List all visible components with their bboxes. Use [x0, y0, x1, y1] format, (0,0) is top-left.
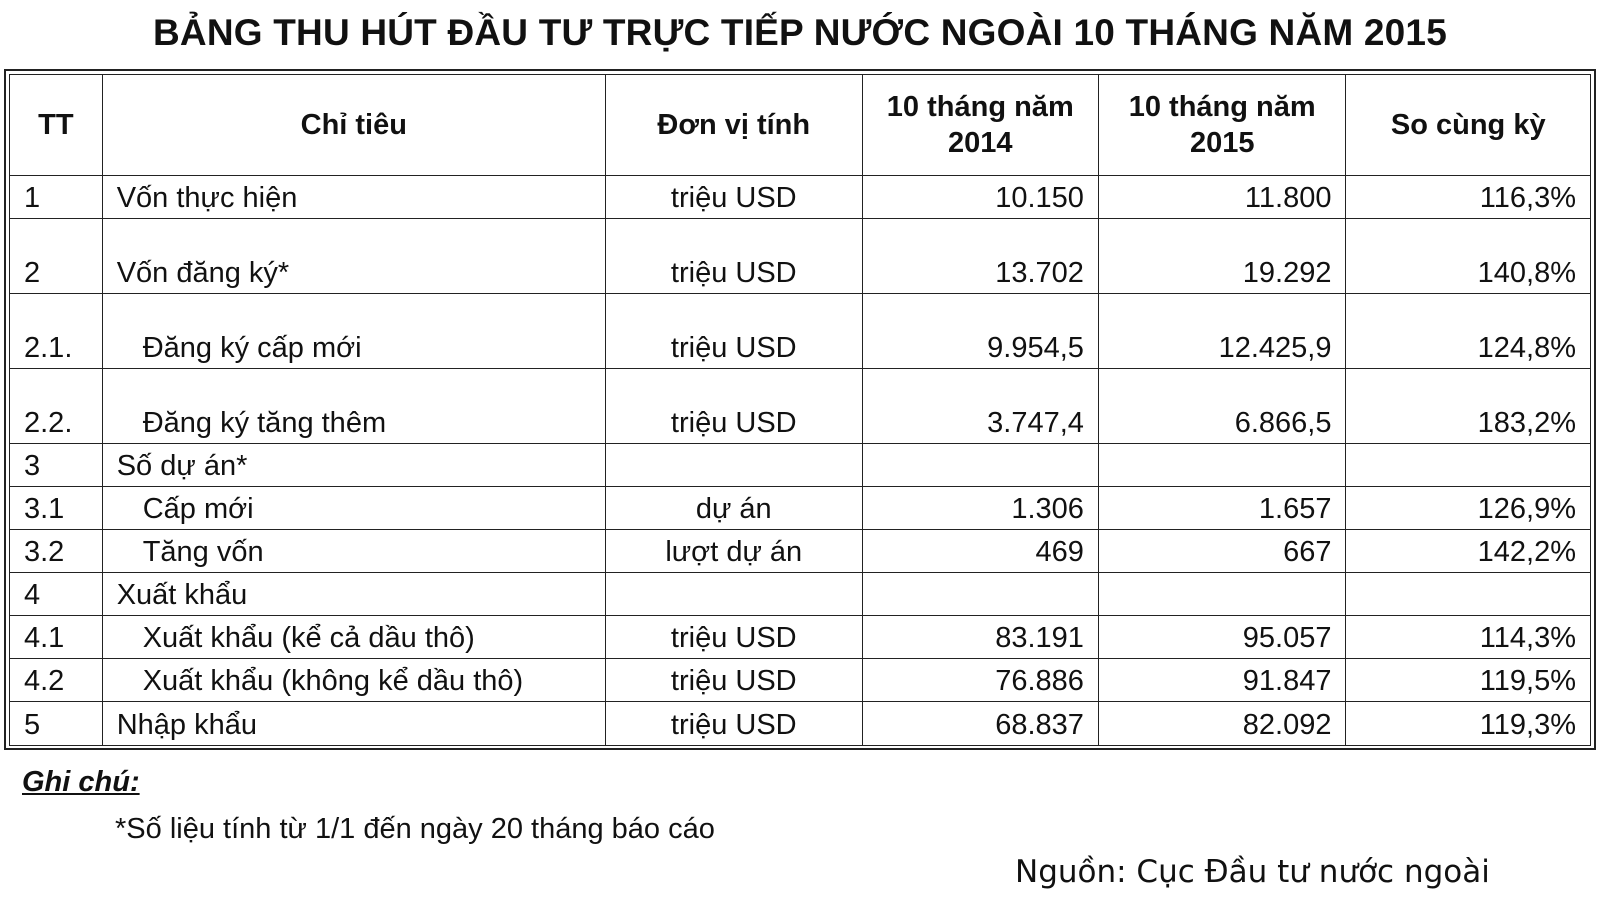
row-value-2015: [1098, 573, 1346, 616]
row-value-2014: 469: [862, 530, 1098, 573]
row-unit: triệu USD: [605, 616, 862, 659]
table-row: [10, 659, 1591, 702]
row-indicator: Vốn đăng ký*: [102, 219, 605, 294]
table-row: [10, 369, 1591, 444]
row-indicator: Vốn thực hiện: [102, 176, 605, 219]
fdi-table-frame: [4, 69, 1596, 750]
row-indicator: Xuất khẩu (không kể dầu thô): [102, 659, 605, 702]
table-row: [10, 219, 1591, 294]
row-value-2014: 9.954,5: [862, 294, 1098, 369]
row-indicator: Nhập khẩu: [102, 702, 605, 746]
row-value-2015: 11.800: [1098, 176, 1346, 219]
row-indicator: Đăng ký tăng thêm: [102, 369, 605, 444]
row-unit: [605, 573, 862, 616]
header-tt: TT: [10, 75, 103, 176]
row-indicator: Đăng ký cấp mới: [102, 294, 605, 369]
row-value-2015: 667: [1098, 530, 1346, 573]
row-value-2015: 1.657: [1098, 487, 1346, 530]
row-compare: 126,9%: [1346, 487, 1591, 530]
row-tt: 3.2: [10, 530, 103, 573]
notes-text: *Số liệu tính từ 1/1 đến ngày 20 tháng báo cáo: [115, 813, 715, 845]
row-value-2014: 3.747,4: [862, 369, 1098, 444]
row-compare: 116,3%: [1346, 176, 1591, 219]
row-value-2015: 19.292: [1098, 219, 1346, 294]
header-compare: So cùng kỳ: [1346, 75, 1591, 176]
row-tt: 3: [10, 444, 103, 487]
header-unit: Đơn vị tính: [605, 75, 862, 176]
row-tt: 5: [10, 702, 103, 746]
row-tt: 4.2: [10, 659, 103, 702]
row-value-2014: 1.306: [862, 487, 1098, 530]
fdi-table: [9, 74, 1591, 746]
row-tt: 2.1.: [10, 294, 103, 369]
row-value-2015: [1098, 444, 1346, 487]
row-value-2014: 10.150: [862, 176, 1098, 219]
row-value-2014: [862, 573, 1098, 616]
header-indicator: Chỉ tiêu: [102, 75, 605, 176]
row-compare: 114,3%: [1346, 616, 1591, 659]
row-compare: [1346, 444, 1591, 487]
row-compare: 119,3%: [1346, 702, 1591, 746]
row-unit: dự án: [605, 487, 862, 530]
notes-label: Ghi chú:: [22, 766, 140, 798]
table-row: [10, 176, 1591, 219]
row-tt: 4.1: [10, 616, 103, 659]
table-row: [10, 444, 1591, 487]
row-value-2014: 76.886: [862, 659, 1098, 702]
row-value-2015: 12.425,9: [1098, 294, 1346, 369]
row-tt: 1: [10, 176, 103, 219]
row-value-2014: 68.837: [862, 702, 1098, 746]
page-title: BẢNG THU HÚT ĐẦU TƯ TRỰC TIẾP NƯỚC NGOÀI 10 THÁNG NĂM 2015: [153, 12, 1447, 53]
row-unit: lượt dự án: [605, 530, 862, 573]
row-compare: [1346, 573, 1591, 616]
row-unit: triệu USD: [605, 219, 862, 294]
row-compare: 119,5%: [1346, 659, 1591, 702]
row-value-2015: 91.847: [1098, 659, 1346, 702]
table-row: [10, 294, 1591, 369]
row-unit: triệu USD: [605, 294, 862, 369]
table-row: [10, 487, 1591, 530]
row-indicator: Số dự án*: [102, 444, 605, 487]
table-header-row: [10, 75, 1591, 176]
row-value-2015: 6.866,5: [1098, 369, 1346, 444]
row-tt: 3.1: [10, 487, 103, 530]
row-unit: triệu USD: [605, 659, 862, 702]
row-compare: 183,2%: [1346, 369, 1591, 444]
header-2015: 10 tháng năm 2015: [1098, 75, 1346, 176]
row-unit: triệu USD: [605, 176, 862, 219]
row-indicator: Xuất khẩu: [102, 573, 605, 616]
row-tt: 2: [10, 219, 103, 294]
row-compare: 140,8%: [1346, 219, 1591, 294]
table-row: [10, 530, 1591, 573]
row-indicator: Cấp mới: [102, 487, 605, 530]
row-value-2014: 13.702: [862, 219, 1098, 294]
row-value-2015: 82.092: [1098, 702, 1346, 746]
row-tt: 2.2.: [10, 369, 103, 444]
header-2014: 10 tháng năm 2014: [862, 75, 1098, 176]
row-unit: triệu USD: [605, 702, 862, 746]
row-unit: [605, 444, 862, 487]
table-row: [10, 702, 1591, 746]
row-value-2014: 83.191: [862, 616, 1098, 659]
row-value-2015: 95.057: [1098, 616, 1346, 659]
row-tt: 4: [10, 573, 103, 616]
row-compare: 124,8%: [1346, 294, 1591, 369]
source-credit: Nguồn: Cục Đầu tư nước ngoài: [1015, 854, 1490, 890]
row-value-2014: [862, 444, 1098, 487]
row-unit: triệu USD: [605, 369, 862, 444]
table-row: [10, 616, 1591, 659]
row-indicator: Xuất khẩu (kể cả dầu thô): [102, 616, 605, 659]
table-row: [10, 573, 1591, 616]
row-compare: 142,2%: [1346, 530, 1591, 573]
row-indicator: Tăng vốn: [102, 530, 605, 573]
